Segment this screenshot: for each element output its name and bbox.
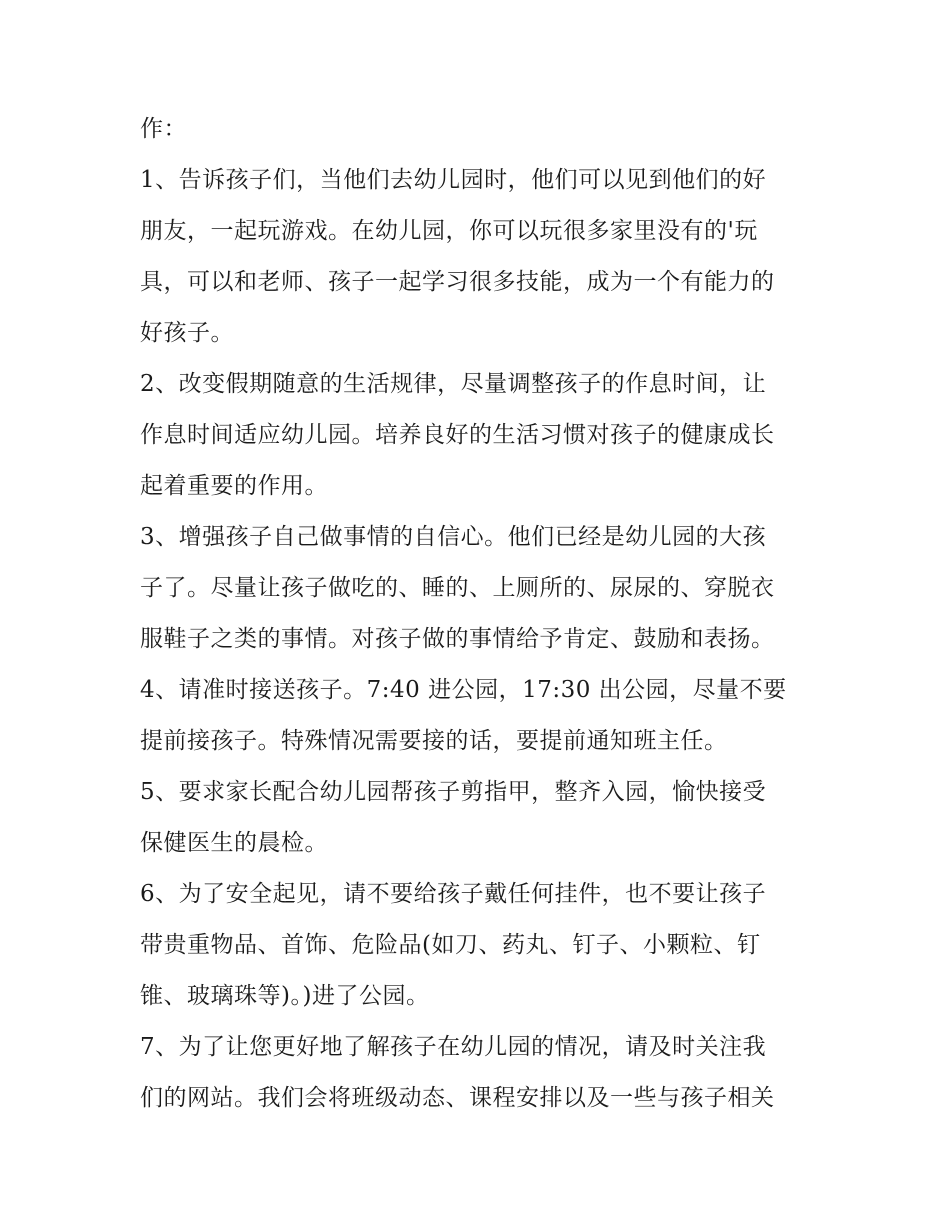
text-line: 4、请准时接送孩子。7:40 进公园，17:30 出公园，尽量不要 bbox=[140, 677, 787, 703]
text-line: 作息时间适应幼儿园。培养良好的生活习惯对孩子的健康成长 bbox=[140, 422, 775, 448]
text-line: 具，可以和老师、孩子一起学习很多技能，成为一个有能力的 bbox=[140, 269, 775, 295]
text-line: 保健医生的晨检。 bbox=[140, 830, 328, 856]
text-line: 作： bbox=[140, 116, 187, 142]
text-line: 7、为了让您更好地了解孩子在幼儿园的情况，请及时关注我 bbox=[140, 1034, 767, 1060]
text-line: 2、改变假期随意的生活规律，尽量调整孩子的作息时间，让 bbox=[140, 371, 767, 397]
text-line: 好孩子。 bbox=[140, 320, 234, 346]
text-line: 们的网站。我们会将班级动态、课程安排以及一些与孩子相关 bbox=[140, 1085, 775, 1111]
text-line: 带贵重物品、首饰、危险品(如刀、药丸、钉子、小颗粒、钉 bbox=[140, 932, 761, 958]
text-line: 朋友，一起玩游戏。在幼儿园，你可以玩很多家里没有的'玩 bbox=[140, 218, 758, 244]
text-line: 服鞋子之类的事情。对孩子做的事情给予肯定、鼓励和表扬。 bbox=[140, 626, 775, 652]
text-line: 3、增强孩子自己做事情的自信心。他们已经是幼儿园的大孩 bbox=[140, 524, 767, 550]
document-page bbox=[140, 104, 830, 1124]
text-line: 起着重要的作用。 bbox=[140, 473, 328, 499]
text-line: 子了。尽量让孩子做吃的、睡的、上厕所的、尿尿的、穿脱衣 bbox=[140, 575, 775, 601]
text-line: 提前接孩子。特殊情况需要接的话，要提前通知班主任。 bbox=[140, 728, 728, 754]
text-line: 5、要求家长配合幼儿园帮孩子剪指甲，整齐入园，愉快接受 bbox=[140, 779, 767, 805]
text-line: 6、为了安全起见，请不要给孩子戴任何挂件，也不要让孩子 bbox=[140, 881, 767, 907]
text-line: 锥、玻璃珠等)。)进了公园。 bbox=[140, 983, 430, 1009]
text-line: 1、告诉孩子们，当他们去幼儿园时，他们可以见到他们的好 bbox=[140, 167, 767, 193]
